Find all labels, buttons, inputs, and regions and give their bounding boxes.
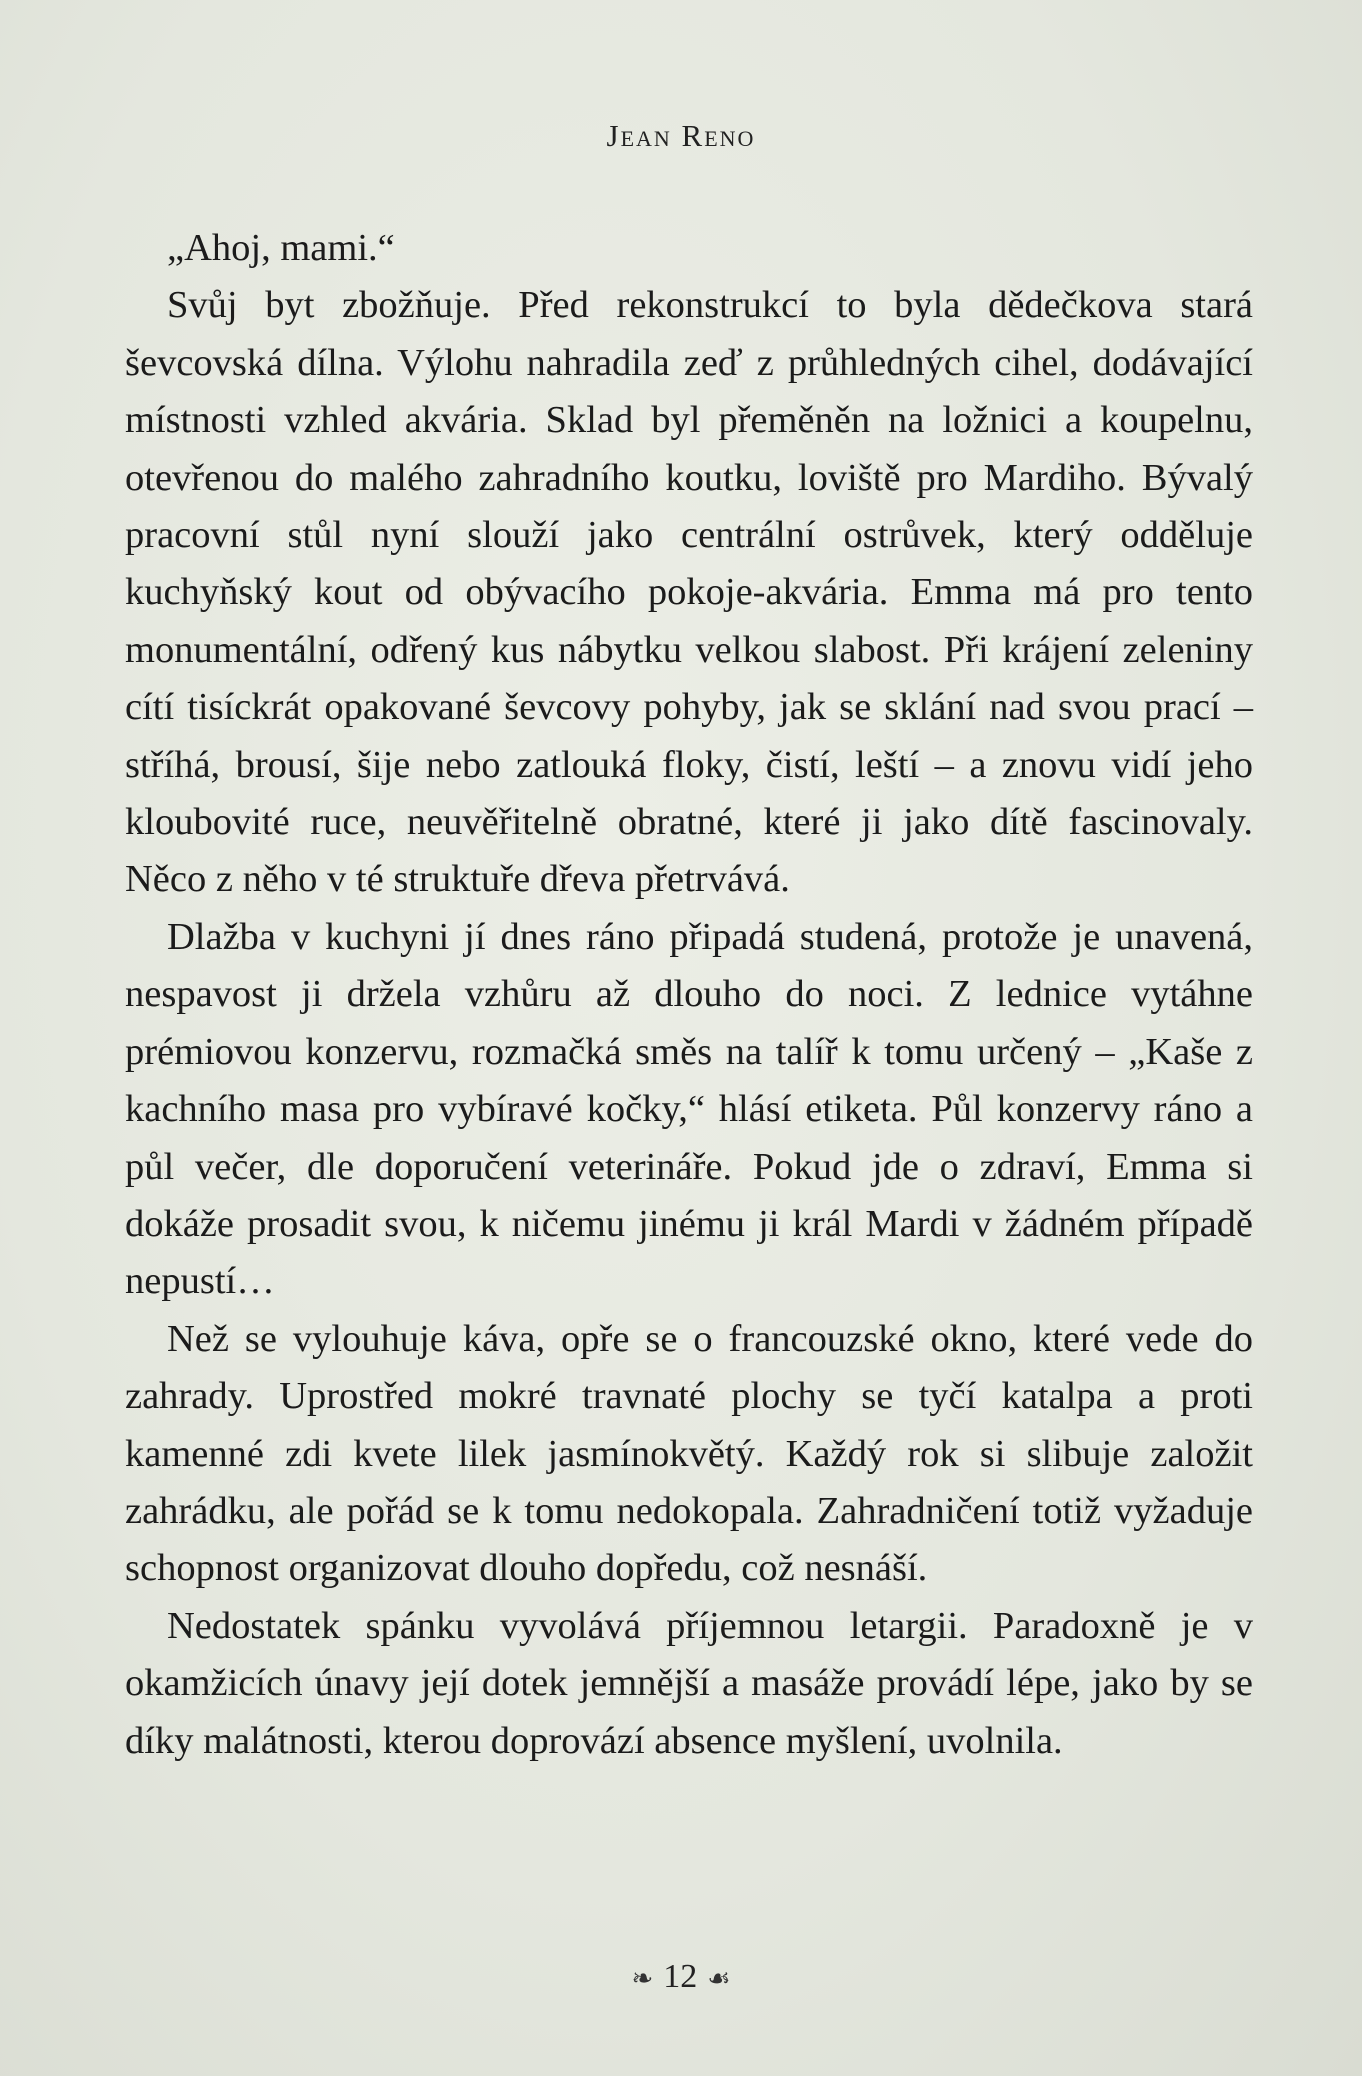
left-ornament-icon: ❧ — [631, 1964, 654, 1994]
paragraph: Než se vylouhuje káva, opře se o francouzské okno, které vede do zahrady. Uprostřed mokré travnaté plochy se tyčí katalpa a proti kamenné zdi kvete lilek jasmínokvětý. Každý rok si slibuje založit zahrádku, ale pořád se k tomu nedokopala. Zahradničení totiž vyžaduje schopnost organizovat dlouho dopředu, což nesnáší. — [125, 1317, 1253, 1590]
body-text — [125, 220, 1253, 1770]
paragraph: „Ahoj, mami.“ — [167, 227, 395, 269]
running-head: Jean Reno — [606, 118, 756, 153]
page-footer — [0, 1958, 1362, 1996]
page-number: 12 — [663, 1958, 698, 1995]
paragraph: Svůj byt zbožňuje. Před rekonstrukcí to byla dědečkova stará ševcovská dílna. Výlohu nahradila zeď z průhledných cihel, dodávající místnosti vzhled akvária. Sklad byl přeměněn na ložnici a koupelnu, otevřenou do malého zahradního koutku, loviště pro Mardiho. Bývalý pracovní stůl nyní slouží jako centrální ostrůvek, který odděluje kuchyňský kout od obývacího pokoje-akvária. Emma má pro tento monumentální, odřený kus nábytku velkou slabost. Při krájení zeleniny cítí tisíckrát opakované ševcovy pohyby, jak se sklání nad svou prací – stříhá, brousí, šije nebo zatlouká floky, čistí, leští – a znovu vidí jeho kloubovité ruce, neuvěřitelně obratné, které ji jako dítě fascinovaly. Něco z něho v té struktuře dřeva přetrvává. — [125, 284, 1253, 901]
paragraph: Dlažba v kuchyni jí dnes ráno připadá studená, protože je unavená, nespavost ji držela vzhůru až dlouho do noci. Z lednice vytáhne prémiovou konzervu, rozmačká směs na talíř k tomu určený – „Kaše z kachního masa pro vybíravé kočky,“ hlásí etiketa. Půl konzervy ráno a půl večer, dle doporučení veterináře. Pokud jde o zdraví, Emma si dokáže prosadit svou, k ničemu jinému ji král Mardi v žádném případě nepustí… — [125, 915, 1253, 1303]
paragraph: Nedostatek spánku vyvolává příjemnou letargii. Paradoxně je v okamžicích únavy její dotek jemnější a masáže provádí lépe, jako by se díky malátnosti, kterou doprovází absence myšlení, uvolnila. — [125, 1604, 1253, 1762]
right-ornament-icon: ☙ — [707, 1964, 731, 1994]
